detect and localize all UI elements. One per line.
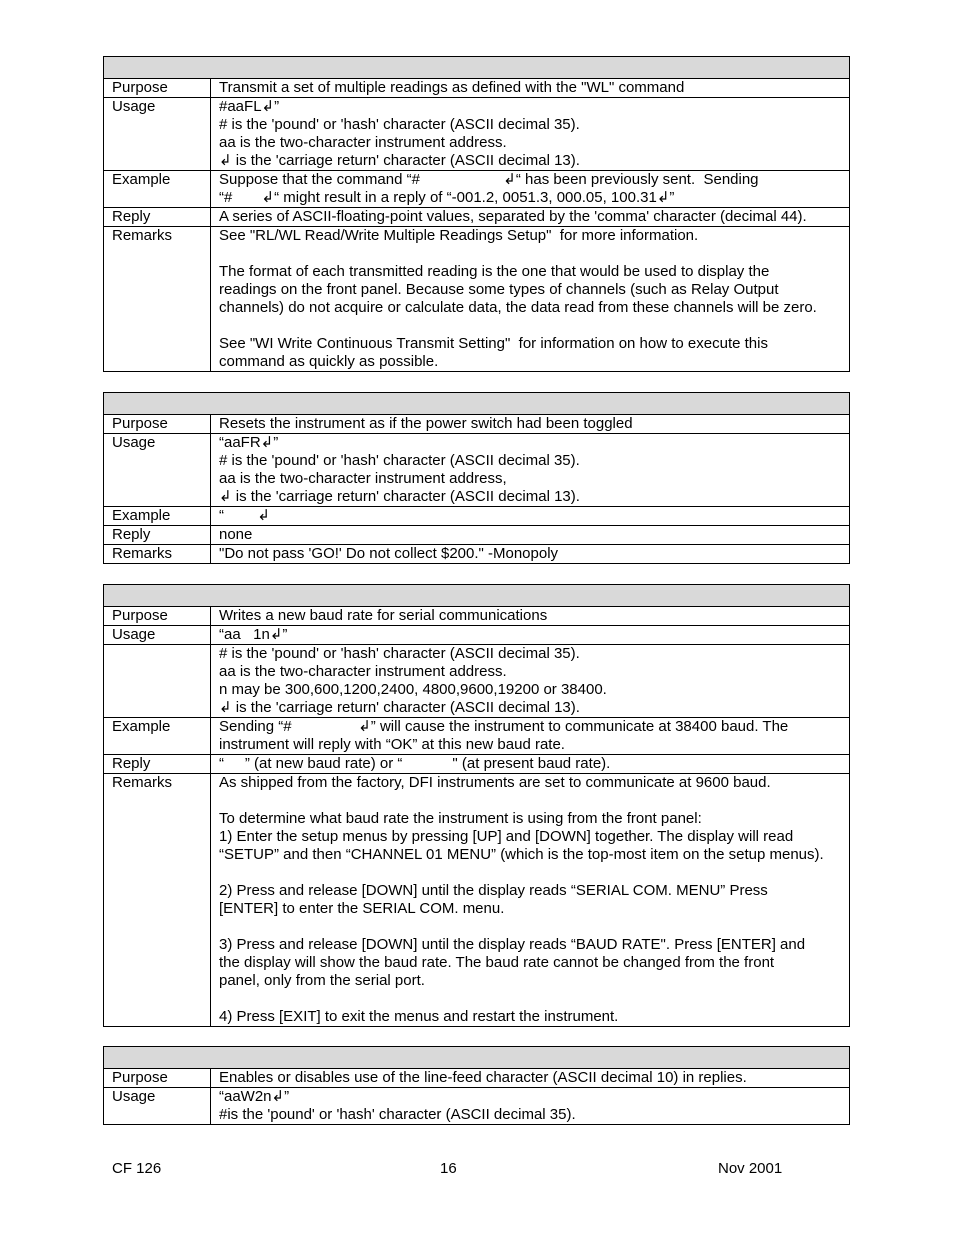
text-line: command as quickly as possible. xyxy=(219,353,439,370)
table-row xyxy=(104,774,849,1026)
table-row xyxy=(104,98,849,171)
text-line: [ENTER] to enter the SERIAL COM. menu. xyxy=(219,900,505,917)
row-label: Reply xyxy=(104,526,211,544)
text-line: ↲ is the 'carriage return' character (ASCII decimal 13). xyxy=(219,152,580,169)
row-value xyxy=(211,626,849,644)
text-line: "Do not pass 'GO!' Do not collect $200." -Monopoly xyxy=(219,545,559,562)
footer-page-number: 16 xyxy=(440,1160,457,1177)
w1-command-header xyxy=(104,585,849,607)
text-line: “SETUP” and then “CHANNEL 01 MENU” (which is the top-most item on the setup menus). xyxy=(219,846,824,863)
row-label: Purpose xyxy=(104,415,211,433)
text-line: # is the 'pound' or 'hash' character (ASCII decimal 35). xyxy=(219,116,580,133)
row-value xyxy=(211,718,849,754)
text-line: As shipped from the factory, DFI instruments are set to communicate at 9600 baud. xyxy=(219,774,771,791)
text-line: aa is the two-character instrument address. xyxy=(219,663,507,680)
text-line: aa is the two-character instrument address, xyxy=(219,470,507,487)
row-value xyxy=(211,79,849,97)
row-label: Usage xyxy=(104,1088,211,1124)
row-value xyxy=(211,1088,849,1124)
table-row xyxy=(104,227,849,371)
row-label xyxy=(104,645,211,717)
text-line: # is the 'pound' or 'hash' character (ASCII decimal 35). xyxy=(219,452,580,469)
text-line xyxy=(219,990,849,1008)
row-value xyxy=(211,774,849,1026)
text-line: #is the 'pound' or 'hash' character (ASCII decimal 35). xyxy=(219,1106,576,1123)
row-value xyxy=(211,645,849,717)
text-line: Writes a new baud rate for serial communications xyxy=(219,607,548,624)
text-line: # is the 'pound' or 'hash' character (ASCII decimal 35). xyxy=(219,645,580,662)
text-line: A series of ASCII-floating-point values, separated by the 'comma' character (decimal 44). xyxy=(219,208,807,225)
table-row xyxy=(104,507,849,526)
row-value xyxy=(211,545,849,563)
text-line: ↲ is the 'carriage return' character (ASCII decimal 13). xyxy=(219,488,580,505)
text-line: “aaW2n↲” xyxy=(219,1088,290,1105)
row-label: Remarks xyxy=(104,774,211,1026)
row-label: Usage xyxy=(104,434,211,506)
text-line: Enables or disables use of the line-feed character (ASCII decimal 10) in replies. xyxy=(219,1069,747,1086)
row-value xyxy=(211,1069,849,1087)
row-label: Usage xyxy=(104,626,211,644)
text-line: To determine what baud rate the instrument is using from the front panel: xyxy=(219,810,702,827)
text-line xyxy=(219,792,849,810)
text-line: channels) do not acquire or calculate data, the data read from these channels will be zero. xyxy=(219,299,817,316)
text-line: 1) Enter the setup menus by pressing [UP] and [DOWN] together. The display will read xyxy=(219,828,794,845)
table-row xyxy=(104,626,849,645)
fr-command-header xyxy=(104,393,849,415)
fr-command-table xyxy=(103,392,850,564)
table-row xyxy=(104,434,849,507)
text-line: Sending “# ↲” will cause the instrument to communicate at 38400 baud. The xyxy=(219,718,789,735)
w2-command-header xyxy=(104,1047,849,1069)
text-line: Transmit a set of multiple readings as defined with the "WL" command xyxy=(219,79,685,96)
text-line: “aa 1n↲” xyxy=(219,626,288,643)
table-row xyxy=(104,1088,849,1124)
row-value xyxy=(211,507,849,525)
table-row xyxy=(104,208,849,227)
row-label: Reply xyxy=(104,208,211,226)
row-value xyxy=(211,526,849,544)
text-line: aa is the two-character instrument address. xyxy=(219,134,507,151)
text-line: #aaFL↲” xyxy=(219,98,280,115)
row-value xyxy=(211,755,849,773)
table-row xyxy=(104,718,849,755)
row-value xyxy=(211,434,849,506)
text-line: 4) Press [EXIT] to exit the menus and restart the instrument. xyxy=(219,1008,619,1025)
text-line: panel, only from the serial port. xyxy=(219,972,425,989)
row-value xyxy=(211,98,849,170)
row-value xyxy=(211,607,849,625)
table-row xyxy=(104,755,849,774)
text-line: 3) Press and release [DOWN] until the display reads “BAUD RATE". Press [ENTER] and xyxy=(219,936,806,953)
table-row xyxy=(104,645,849,718)
row-value xyxy=(211,171,849,207)
text-line: none xyxy=(219,526,253,543)
footer-date: Nov 2001 xyxy=(718,1160,783,1177)
table-row xyxy=(104,79,849,98)
text-line: “# ↲“ might result in a reply of “-001.2, 0051.3, 000.05, 100.31↲” xyxy=(219,189,675,206)
row-label: Purpose xyxy=(104,79,211,97)
row-label: Reply xyxy=(104,755,211,773)
text-line: “ ” (at new baud rate) or “ " (at present baud rate). xyxy=(219,755,611,772)
row-label: Purpose xyxy=(104,607,211,625)
row-label: Remarks xyxy=(104,545,211,563)
text-line: Resets the instrument as if the power switch had been toggled xyxy=(219,415,633,432)
row-label: Purpose xyxy=(104,1069,211,1087)
text-line: 2) Press and release [DOWN] until the display reads “SERIAL COM. MENU” Press xyxy=(219,882,768,899)
row-label: Remarks xyxy=(104,227,211,371)
fl-command-table xyxy=(103,56,850,372)
text-line: The format of each transmitted reading is the one that would be used to display the xyxy=(219,263,770,280)
row-value xyxy=(211,415,849,433)
text-line: instrument will reply with “OK” at this new baud rate. xyxy=(219,736,565,753)
table-row xyxy=(104,526,849,545)
text-line xyxy=(219,864,849,882)
row-label: Example xyxy=(104,171,211,207)
table-row xyxy=(104,415,849,434)
footer-doc-id: CF 126 xyxy=(112,1160,162,1177)
fl-command-header xyxy=(104,57,849,79)
text-line: n may be 300,600,1200,2400, 4800,9600,19200 or 38400. xyxy=(219,681,607,698)
text-line: See "WI Write Continuous Transmit Setting" for information on how to execute this xyxy=(219,335,768,352)
text-line: See "RL/WL Read/Write Multiple Readings Setup" for more information. xyxy=(219,227,699,244)
text-line: readings on the front panel. Because some types of channels (such as Relay Output xyxy=(219,281,779,298)
table-row xyxy=(104,1069,849,1088)
text-line: ↲ is the 'carriage return' character (ASCII decimal 13). xyxy=(219,699,580,716)
text-line: Suppose that the command “# ↲“ has been previously sent. Sending xyxy=(219,171,759,188)
text-line xyxy=(219,245,849,263)
text-line: “aaFR↲” xyxy=(219,434,279,451)
text-line: “ ↲ xyxy=(219,507,270,524)
text-line xyxy=(219,918,849,936)
w1-command-table xyxy=(103,584,850,1027)
table-row xyxy=(104,545,849,563)
row-label: Example xyxy=(104,718,211,754)
row-label: Example xyxy=(104,507,211,525)
row-label: Usage xyxy=(104,98,211,170)
table-row xyxy=(104,171,849,208)
table-row xyxy=(104,607,849,626)
text-line xyxy=(219,317,849,335)
w2-command-table xyxy=(103,1046,850,1125)
text-line: the display will show the baud rate. The baud rate cannot be changed from the front xyxy=(219,954,775,971)
row-value xyxy=(211,227,849,371)
row-value xyxy=(211,208,849,226)
